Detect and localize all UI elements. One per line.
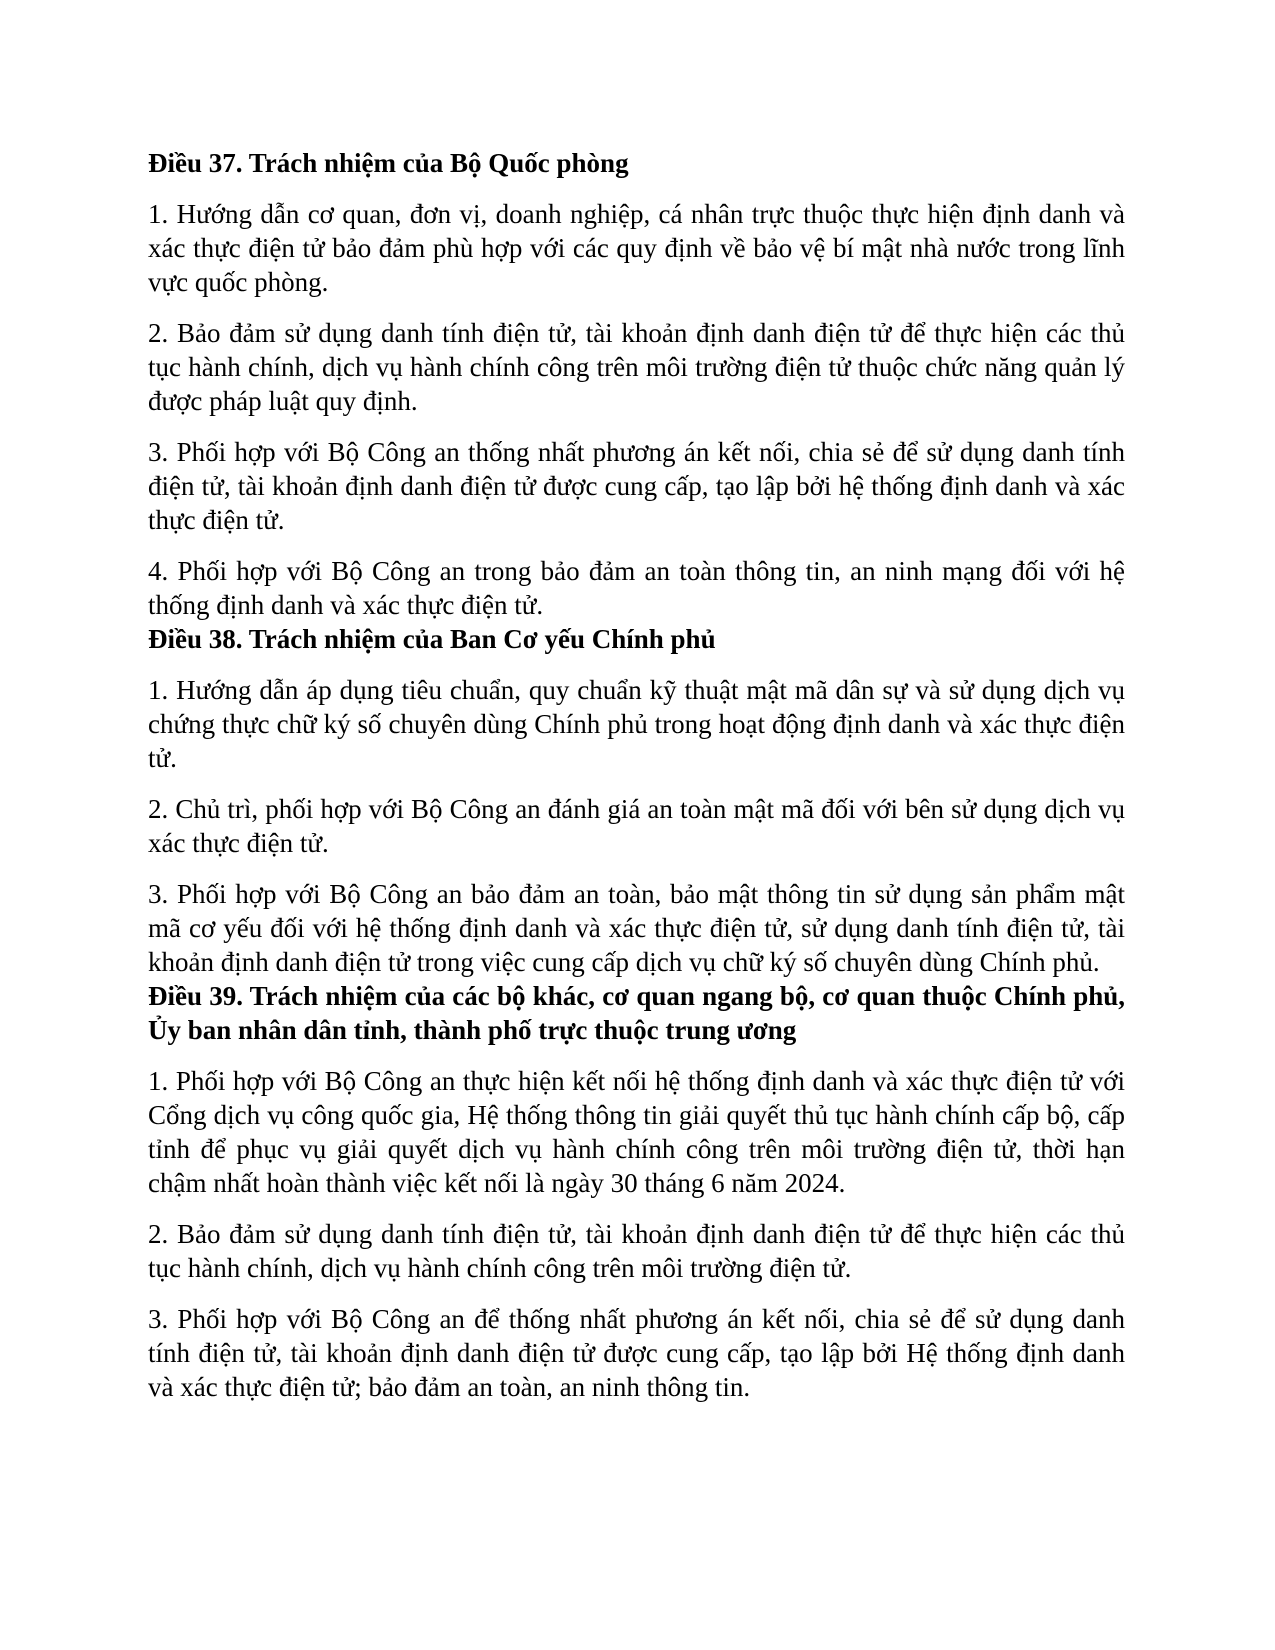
paragraph: 2. Chủ trì, phối hợp với Bộ Công an đánh giá an toàn mật mã đối với bên sử dụng dịch vụ xác thực điện tử. — [148, 794, 1125, 858]
paragraph: 3. Phối hợp với Bộ Công an thống nhất phương án kết nối, chia sẻ để sử dụng danh tính điện tử, tài khoản định danh điện tử được cung cấp, tạo lập bởi hệ thống định danh và xác thực điện tử. — [148, 437, 1125, 535]
paragraph: 2. Bảo đảm sử dụng danh tính điện tử, tài khoản định danh điện tử để thực hiện các thủ tục hành chính, dịch vụ hành chính công trên môi trường điện tử thuộc chức năng quản lý được pháp luật quy định. — [148, 318, 1125, 416]
paragraph: 2. Bảo đảm sử dụng danh tính điện tử, tài khoản định danh điện tử để thực hiện các thủ tục hành chính, dịch vụ hành chính công trên môi trường điện tử. — [148, 1219, 1125, 1283]
section-heading-dieu-37: Điều 37. Trách nhiệm của Bộ Quốc phòng — [148, 148, 629, 178]
section-heading-dieu-39: Điều 39. Trách nhiệm của các bộ khác, cơ quan ngang bộ, cơ quan thuộc Chính phủ, Ủy ban nhân dân tỉnh, thành phố trực thuộc trung ương — [148, 981, 1125, 1045]
paragraph: 1. Hướng dẫn áp dụng tiêu chuẩn, quy chuẩn kỹ thuật mật mã dân sự và sử dụng dịch vụ chứng thực chữ ký số chuyên dùng Chính phủ trong hoạt động định danh và xác thực điện tử. — [148, 675, 1125, 773]
section-dieu-38 — [148, 622, 1125, 979]
paragraph: 4. Phối hợp với Bộ Công an trong bảo đảm an toàn thông tin, an ninh mạng đối với hệ thống định danh và xác thực điện tử. — [148, 556, 1125, 620]
paragraph: 3. Phối hợp với Bộ Công an để thống nhất phương án kết nối, chia sẻ để sử dụng danh tính điện tử, tài khoản định danh điện tử được cung cấp, tạo lập bởi Hệ thống định danh và xác thực điện tử; bảo đảm an toàn, an ninh thông tin. — [148, 1304, 1125, 1402]
section-heading-dieu-38: Điều 38. Trách nhiệm của Ban Cơ yếu Chính phủ — [148, 624, 716, 654]
paragraph: 1. Hướng dẫn cơ quan, đơn vị, doanh nghiệp, cá nhân trực thuộc thực hiện định danh và xác thực điện tử bảo đảm phù hợp với các quy định về bảo vệ bí mật nhà nước trong lĩnh vực quốc phòng. — [148, 199, 1125, 297]
section-dieu-37 — [148, 146, 1125, 622]
paragraph: 1. Phối hợp với Bộ Công an thực hiện kết nối hệ thống định danh và xác thực điện tử với Cổng dịch vụ công quốc gia, Hệ thống thông tin giải quyết thủ tục hành chính cấp bộ, cấp tỉnh để phục vụ giải quyết dịch vụ hành chính công trên môi trường điện tử, thời hạn chậm nhất hoàn thành việc kết nối là ngày 30 tháng 6 năm 2024. — [148, 1066, 1125, 1198]
paragraph: 3. Phối hợp với Bộ Công an bảo đảm an toàn, bảo mật thông tin sử dụng sản phẩm mật mã cơ yếu đối với hệ thống định danh và xác thực điện tử, sử dụng danh tính điện tử, tài khoản định danh điện tử trong việc cung cấp dịch vụ chữ ký số chuyên dùng Chính phủ. — [148, 879, 1125, 977]
section-dieu-39 — [148, 979, 1125, 1404]
